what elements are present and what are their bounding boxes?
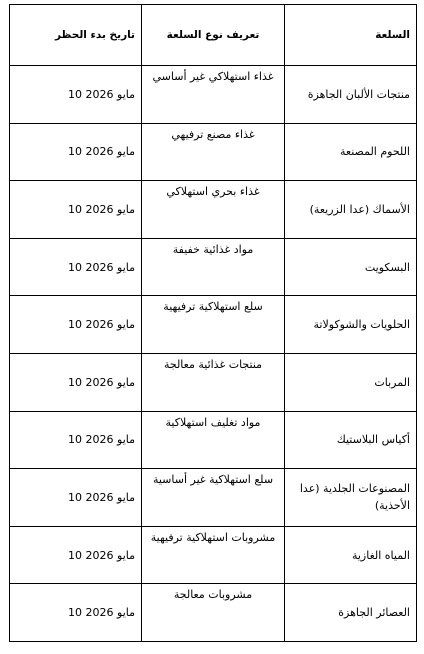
- table-header-row: [10, 5, 417, 66]
- date-text: مايو 2026 10: [68, 260, 135, 274]
- table-row: [10, 181, 417, 239]
- cell-date: [10, 353, 142, 411]
- table-row: [10, 238, 417, 296]
- date-text: مايو 2026 10: [68, 433, 135, 447]
- cell-type: منتجات غذائية معالجة: [142, 353, 285, 411]
- date-text: مايو 2026 10: [68, 202, 135, 216]
- cell-date: [10, 238, 142, 296]
- cell-date: [10, 584, 142, 642]
- cell-product: المياه الغازية: [285, 526, 417, 584]
- cell-product: منتجات الألبان الجاهزة: [285, 66, 417, 124]
- cell-product: أكياس البلاستيك: [285, 411, 417, 469]
- cell-date: [10, 526, 142, 584]
- document-page: [9, 4, 416, 642]
- cell-type: مواد غذائية خفيفة: [142, 238, 285, 296]
- cell-type: سلع استهلاكية غير أساسية: [142, 469, 285, 527]
- cell-date: [10, 296, 142, 354]
- cell-date: [10, 469, 142, 527]
- header-type: تعريف نوع السلعة: [142, 5, 285, 66]
- cell-date: [10, 66, 142, 124]
- table-row: [10, 296, 417, 354]
- cell-product: العصائر الجاهزة: [285, 584, 417, 642]
- cell-product: البسكويت: [285, 238, 417, 296]
- cell-date: [10, 181, 142, 239]
- date-text: مايو 2026 10: [68, 606, 135, 620]
- table-row: [10, 526, 417, 584]
- cell-type: مشروبات معالجة: [142, 584, 285, 642]
- table-row: [10, 584, 417, 642]
- table-row: [10, 66, 417, 124]
- cell-product: الحلويات والشوكولاتة: [285, 296, 417, 354]
- cell-product: الأسماك (عدا الزريعة): [285, 181, 417, 239]
- cell-product: اللحوم المصنعة: [285, 123, 417, 181]
- cell-date: [10, 411, 142, 469]
- date-text: مايو 2026 10: [68, 375, 135, 389]
- date-text: مايو 2026 10: [68, 87, 135, 101]
- date-text: مايو 2026 10: [68, 318, 135, 332]
- table-row: [10, 469, 417, 527]
- date-text: مايو 2026 10: [68, 548, 135, 562]
- date-text: مايو 2026 10: [68, 490, 135, 504]
- cell-type: مشروبات استهلاكية ترفيهية: [142, 526, 285, 584]
- table-row: [10, 411, 417, 469]
- cell-type: غذاء استهلاكي غير أساسي: [142, 66, 285, 124]
- cell-product: المصنوعات الجلدية (عدا الأحذية): [285, 469, 417, 527]
- ban-table: [9, 4, 417, 642]
- table-row: [10, 123, 417, 181]
- date-text: مايو 2026 10: [68, 145, 135, 159]
- cell-type: غذاء بحري استهلاكي: [142, 181, 285, 239]
- header-product: السلعة: [285, 5, 417, 66]
- header-date: تاريخ بدء الحظر: [10, 5, 142, 66]
- cell-date: [10, 123, 142, 181]
- cell-type: غذاء مصنع ترفيهي: [142, 123, 285, 181]
- cell-product: المربات: [285, 353, 417, 411]
- cell-type: سلع استهلاكية ترفيهية: [142, 296, 285, 354]
- table-row: [10, 353, 417, 411]
- cell-type: مواد تغليف استهلاكية: [142, 411, 285, 469]
